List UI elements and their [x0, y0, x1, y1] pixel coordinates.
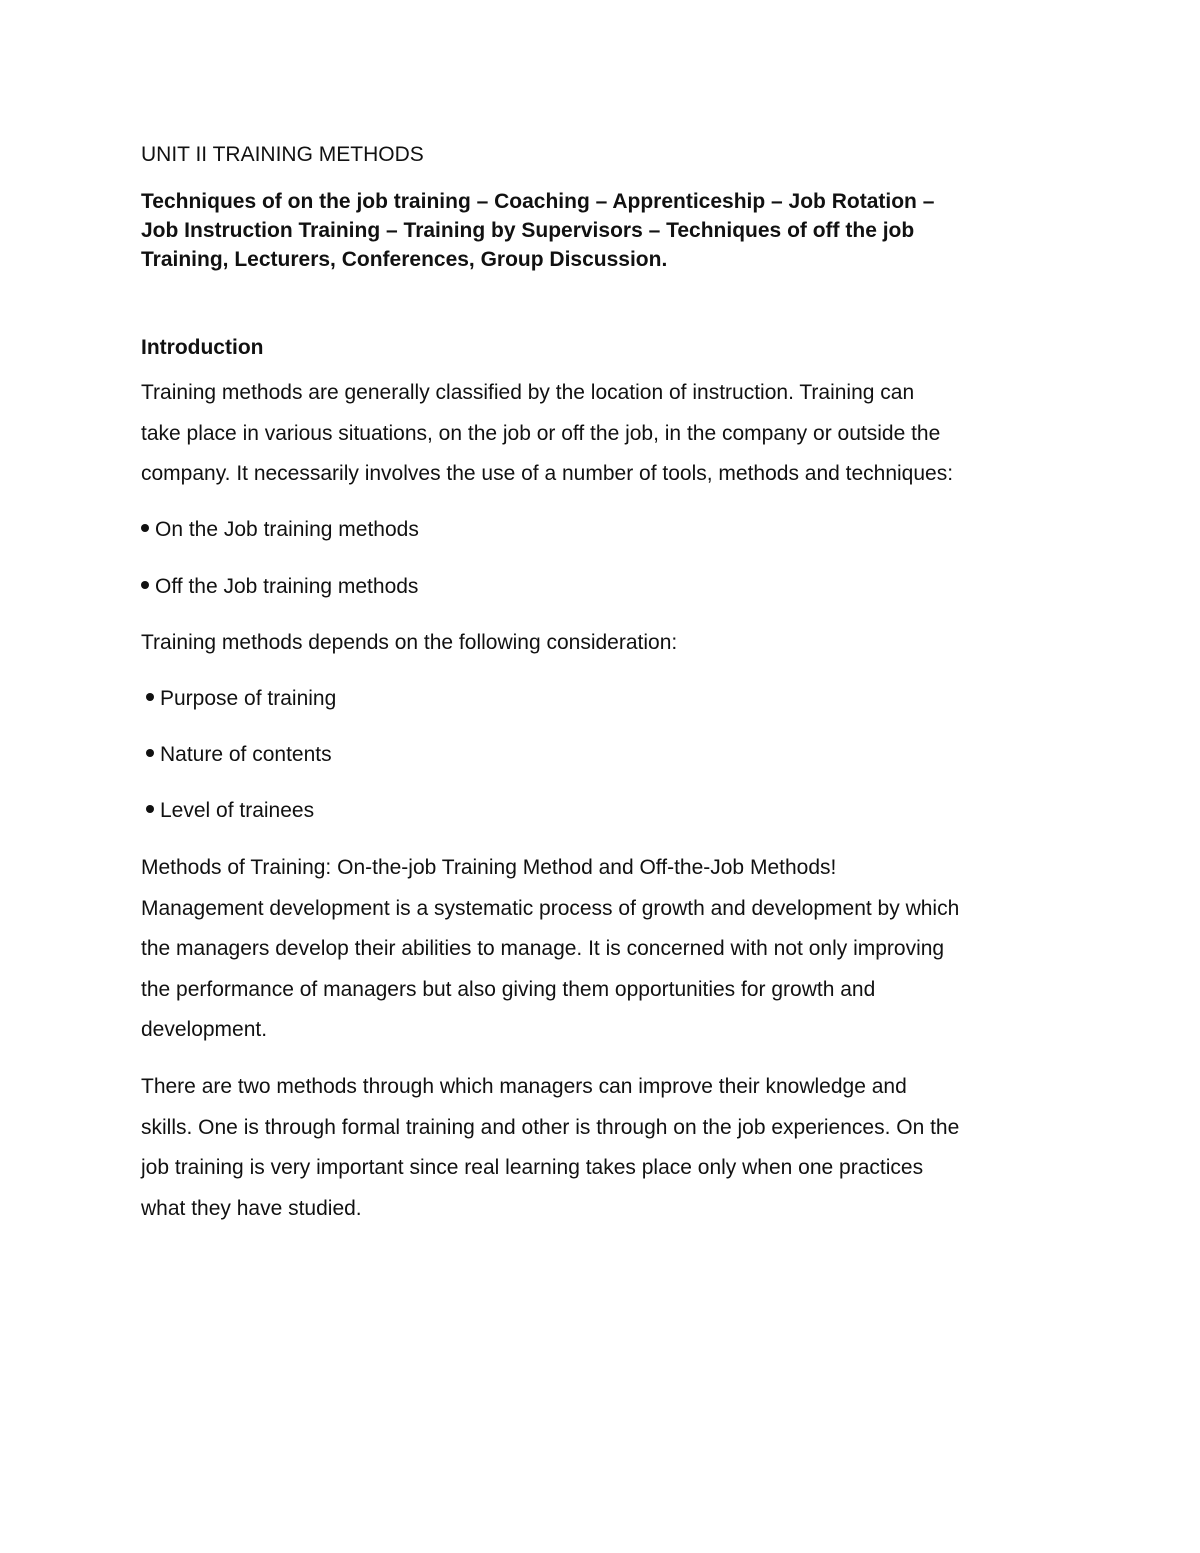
paragraph-line: job training is very important since real learning takes place only when one practices: [141, 1156, 924, 1179]
list-item: [146, 743, 332, 767]
paragraph-line: Training methods are generally classified by the location of instruction. Training can: [141, 381, 915, 404]
paragraph-line: company. It necessarily involves the use of a number of tools, methods and techniques:: [141, 462, 954, 485]
paragraph-line: Methods of Training: On-the-job Training Method and Off-the-Job Methods!: [141, 856, 837, 879]
bullet-icon: [146, 749, 154, 757]
bullet-icon: [141, 581, 149, 589]
list-item: [141, 575, 418, 599]
paragraph-line: what they have studied.: [141, 1196, 362, 1220]
paragraph-line: skills. One is through formal training and other is through on the job experiences. On the: [141, 1115, 960, 1139]
introduction-paragraph: [141, 373, 953, 495]
bullet-icon: [146, 805, 154, 813]
list-item-text: Nature of contents: [160, 743, 332, 766]
bullet-icon: [146, 693, 154, 701]
list-item: [141, 518, 419, 542]
consideration-intro: Training methods depends on the following consideration:: [141, 631, 678, 654]
topics-line: Job Instruction Training – Training by Supervisors – Techniques of off the job: [141, 219, 915, 242]
list-item-text: Level of trainees: [160, 799, 315, 822]
paragraph-line: There are two methods through which managers can improve their knowledge and: [141, 1075, 907, 1098]
unit-title: UNIT II TRAINING METHODS: [141, 143, 424, 166]
paragraph-line: Management development is a systematic process of growth and development by which: [141, 896, 960, 920]
list-item-text: Off the Job training methods: [155, 575, 419, 598]
bullet-icon: [141, 524, 149, 532]
list-item-text: On the Job training methods: [155, 518, 419, 541]
closing-paragraph: [141, 1067, 959, 1229]
topics-line: Techniques of on the job training – Coaching – Apprenticeship – Job Rotation –: [141, 190, 935, 213]
methods-paragraph: [141, 848, 959, 1051]
paragraph-line: development.: [141, 1018, 268, 1041]
list-item: [146, 799, 314, 823]
introduction-heading: Introduction: [141, 336, 264, 359]
list-item-text: Purpose of training: [160, 687, 337, 710]
list-item: [146, 687, 336, 711]
topics-line: Training, Lecturers, Conferences, Group Discussion.: [141, 248, 668, 271]
paragraph-line: the performance of managers but also giving them opportunities for growth and: [141, 977, 876, 1001]
topics-summary: [141, 187, 1071, 274]
paragraph-line: take place in various situations, on the job or off the job, in the company or outside the: [141, 421, 941, 445]
paragraph-line: the managers develop their abilities to manage. It is concerned with not only improving: [141, 937, 945, 960]
